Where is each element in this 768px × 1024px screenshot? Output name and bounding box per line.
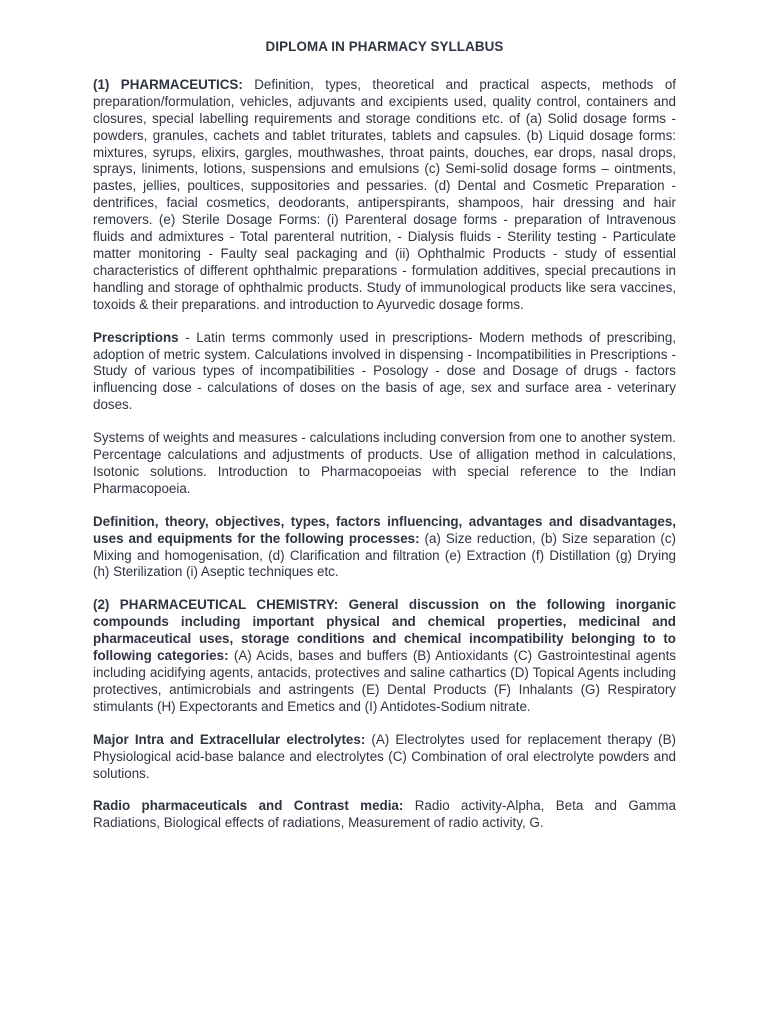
paragraph-radio-pharmaceuticals	[93, 798, 676, 832]
paragraph-text: (a) Size reduction, (b) Size separation (c) Mixing and homogenisation, (d) Clarification and filtration (e) Extraction (f) Distillation (g) Drying (h) Sterilization (i) Aseptic techniques etc.	[93, 530, 677, 580]
paragraph-text: (A) Electrolytes used for replacement therapy (B) Physiological acid-base balance and electrolytes (C) Combination of oral electrolyte powders and solutions.	[93, 731, 677, 781]
paragraph-heading: (1) PHARMACEUTICS:	[93, 76, 243, 92]
paragraph-processes	[93, 514, 676, 582]
paragraph-heading: (2) PHARMACEUTICAL CHEMISTRY: General discussion on the following inorganic compounds including important physical and chemical properties, medicinal and pharmaceutical uses, storage conditions and chemical incompatibility belonging to to following categories:	[93, 597, 676, 664]
paragraph-pharmaceutics	[93, 77, 676, 314]
paragraph-heading: Radio pharmaceuticals and Contrast media:	[93, 798, 404, 814]
paragraph-text: - Latin terms commonly used in prescriptions- Modern methods of prescribing, adoption of metric system. Calculations involved in dispensing - Incompatibilities in Prescriptions - Study of various types of incompatibilities - Posology - dose and Dosage of drugs - factors influencing dose - calculations of doses on the basis of age, sex and surface area - veterinary doses.	[93, 329, 676, 413]
paragraph-pharmaceutical-chemistry	[93, 597, 676, 715]
paragraph-text: Definition, types, theoretical and practical aspects, methods of preparation/formulation, vehicles, adjuvants and excipients used, quality control, containers and closures, special labelling requirements and storage conditions etc. of (a) Solid dosage forms - powders, granules, cachets and tablet triturates, tablets and capsules. (b) Liquid dosage forms: mixtures, syrups, elixirs, gargles, mouthwashes, throat paints, douches, ear drops, nasal drops, sprays, liniments, lotions, suspensions and emulsions (c) Semi-solid dosage forms – ointments, pastes, jellies, poultices, suppositories and pessaries. (d) Dental and Cosmetic Preparation - dentrifices, facial cosmetics, deodorants, antiperspirants, shampoos, hair dressing and hair removers. (e) Sterile Dosage Forms: (i) Parenteral dosage forms - preparation of Intravenous fluids and admixtures - Total parenteral nutrition, - Dialysis fluids - Sterility testing - Particulate matter monitoring - Faulty seal packaging and (ii) Ophthalmic Products - study of essential characteristics of different ophthalmic preparations - formulation additives, special precautions in handling and storage of ophthalmic products. Study of immunological products like sera vaccines, toxoids & their preparations. and introduction to Ayurvedic dosage forms.	[93, 76, 676, 312]
paragraph-text: (A) Acids, bases and buffers (B) Antioxidants (C) Gastrointestinal agents including acidifying agents, antacids, protectives and saline cathartics (D) Topical Agents including protectives, antimicrobials and astringents (E) Dental Products (F) Inhalants (G) Respiratory stimulants (H) Expectorants and Emetics and (I) Antidotes-Sodium nitrate.	[93, 648, 677, 714]
paragraph-prescriptions	[93, 330, 676, 415]
paragraph-weights-measures	[93, 430, 676, 498]
paragraph-text: Radio activity-Alpha, Beta and Gamma Radiations, Biological effects of radiations, Measurement of radio activity, G.	[93, 798, 676, 831]
paragraph-heading: Prescriptions	[93, 329, 179, 345]
paragraph-text: Systems of weights and measures - calculations including conversion from one to another system. Percentage calculations and adjustments of products. Use of alligation method in calculations, Isotonic solutions. Introduction to Pharmacopoeias with special reference to the Indian Pharmacopoeia.	[93, 430, 676, 496]
document-title: DIPLOMA IN PHARMACY SYLLABUS	[265, 39, 504, 54]
paragraph-heading: Definition, theory, objectives, types, factors influencing, advantages and disadvantages, uses and equipments for the following processes:	[93, 513, 676, 546]
paragraph-heading: Major Intra and Extracellular electrolytes:	[93, 731, 366, 747]
paragraph-electrolytes	[93, 732, 676, 783]
document-page	[93, 39, 676, 848]
